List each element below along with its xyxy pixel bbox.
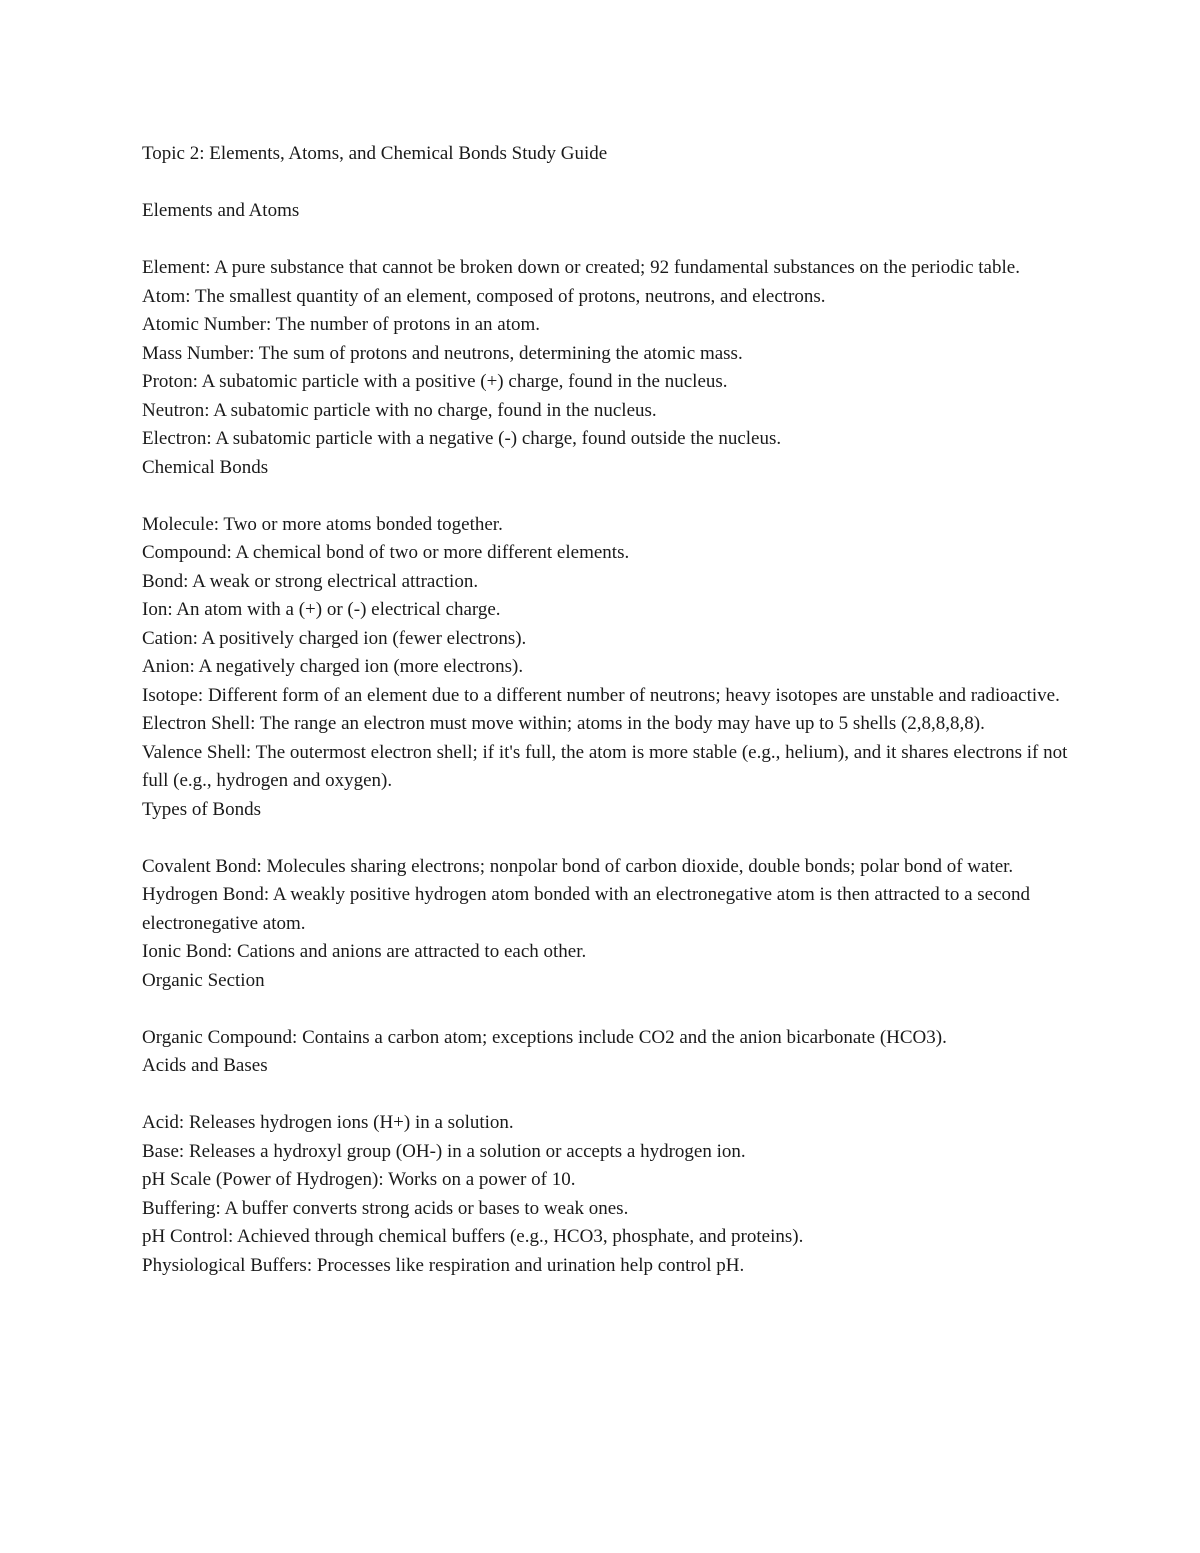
definition-physiological-buffers: Physiological Buffers: Processes like respiration and urination help control pH. bbox=[142, 1254, 745, 1276]
definition-base: Base: Releases a hydroxyl group (OH-) in a solution or accepts a hydrogen ion. bbox=[142, 1140, 746, 1162]
definition-electron-shell: Electron Shell: The range an electron must move within; atoms in the body may have up to 5 shells (2,8,8,8,8). bbox=[142, 713, 985, 734]
definition-bond: Bond: A weak or strong electrical attraction. bbox=[142, 570, 479, 592]
section-heading-acids-and-bases: Acids and Bases bbox=[142, 1055, 268, 1076]
definition-atomic-number: Atomic Number: The number of protons in an atom. bbox=[142, 314, 541, 335]
definition-buffering: Buffering: A buffer converts strong acids or bases to weak ones. bbox=[142, 1197, 629, 1219]
definition-compound: Compound: A chemical bond of two or more different elements. bbox=[142, 542, 630, 563]
definition-neutron: Neutron: A subatomic particle with no charge, found in the nucleus. bbox=[142, 399, 657, 421]
section-heading-chemical-bonds: Chemical Bonds bbox=[142, 456, 269, 478]
definition-isotope: Isotope: Different form of an element due to a different number of neutrons; heavy isotopes are unstable and radioactive. bbox=[142, 684, 1060, 706]
definition-ion: Ion: An atom with a (+) or (-) electrical charge. bbox=[142, 599, 501, 620]
section-heading-elements-and-atoms: Elements and Atoms bbox=[142, 200, 300, 221]
spacer bbox=[142, 169, 1072, 198]
spacer bbox=[142, 226, 1072, 255]
definition-acid: Acid: Releases hydrogen ions (H+) in a solution. bbox=[142, 1112, 514, 1133]
definition-electron: Electron: A subatomic particle with a negative (-) charge, found outside the nucleus. bbox=[142, 428, 782, 449]
definition-atom: Atom: The smallest quantity of an element, composed of protons, neutrons, and electrons. bbox=[142, 285, 826, 307]
definition-ph-scale: pH Scale (Power of Hydrogen): Works on a power of 10. bbox=[142, 1169, 576, 1190]
section-heading-organic-section: Organic Section bbox=[142, 969, 265, 991]
definition-mass-number: Mass Number: The sum of protons and neutrons, determining the atomic mass. bbox=[142, 342, 743, 364]
definition-molecule: Molecule: Two or more atoms bonded together. bbox=[142, 513, 503, 535]
definition-element: Element: A pure substance that cannot be broken down or created; 92 fundamental substances on the periodic table. bbox=[142, 257, 1020, 278]
spacer bbox=[142, 1081, 1072, 1110]
section-heading-types-of-bonds: Types of Bonds bbox=[142, 798, 262, 820]
definition-ph-control: pH Control: Achieved through chemical buffers (e.g., HCO3, phosphate, and proteins). bbox=[142, 1226, 804, 1247]
definition-organic-compound: Organic Compound: Contains a carbon atom; exceptions include CO2 and the anion bicarbonate (HCO3). bbox=[142, 1026, 947, 1048]
spacer bbox=[142, 482, 1072, 511]
definition-cation: Cation: A positively charged ion (fewer electrons). bbox=[142, 627, 527, 649]
spacer bbox=[142, 995, 1072, 1024]
definition-covalent-bond: Covalent Bond: Molecules sharing electrons; nonpolar bond of carbon dioxide, double bonds; polar bond of water. bbox=[142, 855, 1014, 877]
document-title: Topic 2: Elements, Atoms, and Chemical Bonds Study Guide bbox=[142, 143, 608, 164]
spacer bbox=[142, 824, 1072, 853]
definition-valence-shell: Valence Shell: The outermost electron shell; if it's full, the atom is more stable (e.g., helium), and it shares electrons if not full (e.g., hydrogen and oxygen). bbox=[142, 741, 1068, 791]
document-page bbox=[142, 140, 1072, 1280]
definition-hydrogen-bond: Hydrogen Bond: A weakly positive hydrogen atom bonded with an electronegative atom is then attracted to a second electronegative atom. bbox=[142, 884, 1031, 934]
definition-ionic-bond: Ionic Bond: Cations and anions are attracted to each other. bbox=[142, 941, 587, 962]
definition-proton: Proton: A subatomic particle with a positive (+) charge, found in the nucleus. bbox=[142, 371, 728, 392]
definition-anion: Anion: A negatively charged ion (more electrons). bbox=[142, 656, 524, 677]
